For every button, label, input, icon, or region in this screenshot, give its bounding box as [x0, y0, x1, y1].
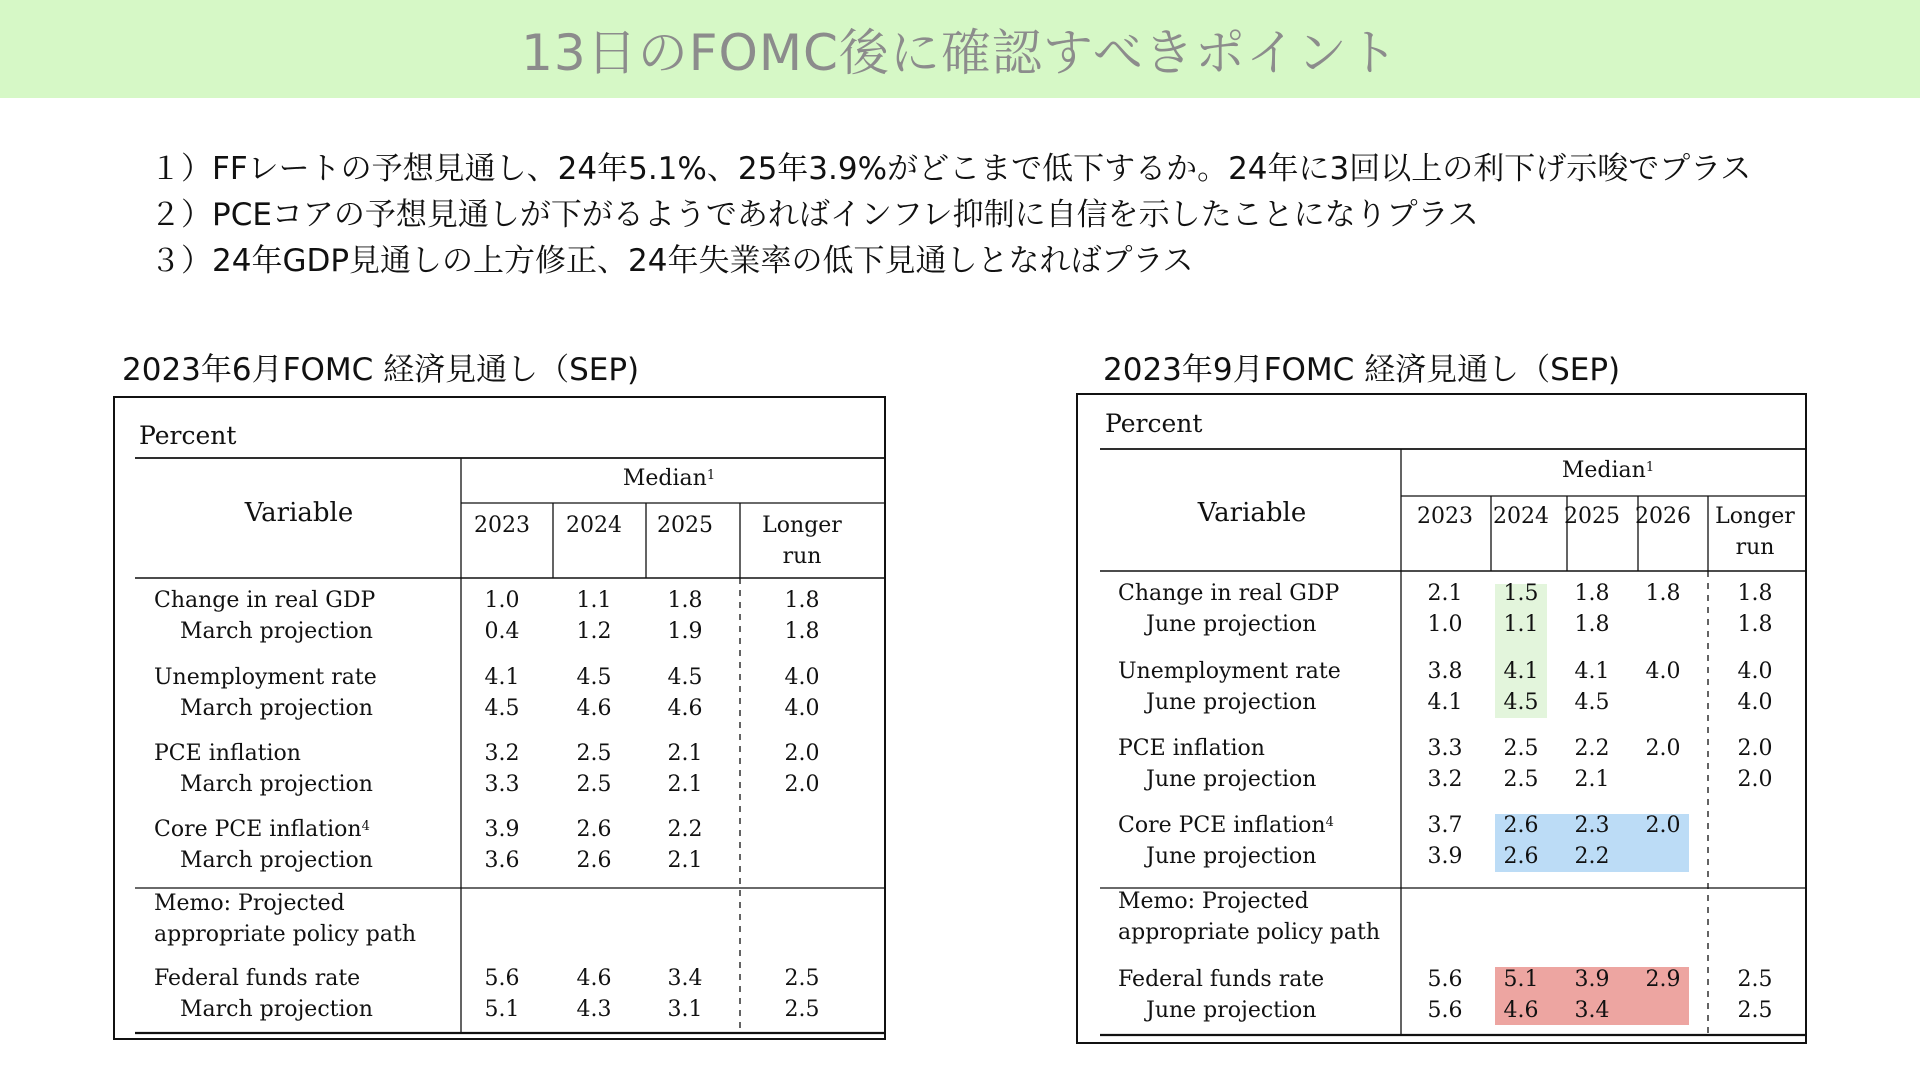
table-cell: 3.9 — [484, 817, 520, 842]
year-header: 2023 — [1417, 504, 1473, 529]
table-cell: 2.1 — [667, 772, 703, 797]
memo-label: Memo: Projected — [1118, 889, 1309, 914]
longer-run-header: Longer — [762, 513, 842, 538]
table-cell: 4.6 — [1503, 998, 1539, 1023]
table-cell: 1.1 — [576, 588, 612, 613]
table-cell: 4.1 — [1574, 659, 1610, 684]
table-cell: 3.4 — [667, 966, 703, 991]
projection-label: March projection — [180, 696, 373, 721]
table-cell: 4.0 — [1737, 659, 1773, 684]
table-cell: 5.6 — [1427, 967, 1463, 992]
median-footnote-marker: 1 — [706, 468, 716, 483]
row-label: Unemployment rate — [154, 665, 377, 690]
checkpoint-item: １）FFレートの予想見通し、24年5.1%、25年3.9%がどこまで低下するか。24年に3回以上の利下げ示唆でプラス — [150, 151, 1752, 187]
table-cell: 2.1 — [667, 848, 703, 873]
checkpoint-item: ２）PCEコアの予想見通しが下がるようであればインフレ抑制に自信を示したことになりプラス — [150, 197, 1479, 233]
projection-label: June projection — [1146, 767, 1317, 792]
table-cell: 4.0 — [1737, 690, 1773, 715]
table-cell: 1.8 — [1645, 581, 1681, 606]
projection-label: March projection — [180, 772, 373, 797]
table-cell: 2.1 — [667, 741, 703, 766]
table-cell: 2.1 — [1427, 581, 1463, 606]
row-label: Federal funds rate — [154, 966, 361, 991]
year-header: 2023 — [474, 513, 530, 538]
table-cell: 1.8 — [1574, 581, 1610, 606]
table-cell: 2.0 — [1737, 736, 1773, 761]
year-header: 2025 — [1564, 504, 1620, 529]
table-cell: 2.0 — [1737, 767, 1773, 792]
projection-label: June projection — [1146, 612, 1317, 637]
unit-label: Percent — [1105, 409, 1203, 438]
table-cell: 3.6 — [484, 848, 520, 873]
year-header: 2024 — [1493, 504, 1549, 529]
median-footnote-marker: 1 — [1645, 460, 1655, 475]
variable-header: Variable — [244, 498, 354, 528]
table-cell: 2.0 — [784, 741, 820, 766]
projection-label: June projection — [1146, 844, 1317, 869]
table-cell: 3.7 — [1427, 813, 1463, 838]
table-cell: 4.6 — [576, 966, 612, 991]
table-cell: 2.2 — [1574, 736, 1610, 761]
table-cell: 3.9 — [1574, 967, 1610, 992]
row-label: Core PCE inflation$^4$ — [154, 817, 370, 842]
table-cell: 4.5 — [1503, 690, 1539, 715]
table-cell: 4.1 — [1503, 659, 1539, 684]
row-label: Change in real GDP — [154, 588, 376, 613]
table-cell: 4.5 — [484, 696, 520, 721]
table-cell: 5.6 — [484, 966, 520, 991]
footnote-marker: 4 — [1325, 815, 1334, 830]
table-cell: 1.8 — [784, 588, 820, 613]
projection-label: March projection — [180, 619, 373, 644]
title-banner — [0, 0, 1920, 98]
footnote-marker: 4 — [361, 819, 370, 834]
table-cell: 4.6 — [667, 696, 703, 721]
table-cell: 2.5 — [1503, 736, 1539, 761]
row-label: PCE inflation — [1118, 736, 1265, 761]
table-cell: 2.0 — [1645, 736, 1681, 761]
longer-run-header: run — [782, 544, 822, 569]
table-cell: 4.5 — [1574, 690, 1610, 715]
longer-run-header: Longer — [1715, 504, 1795, 529]
table-cell: 2.3 — [1574, 813, 1610, 838]
table-cell: 1.8 — [1574, 612, 1610, 637]
year-header: 2026 — [1635, 504, 1691, 529]
sept-sep-table — [1076, 393, 1807, 1044]
table-cell: 2.2 — [1574, 844, 1610, 869]
row-label: Change in real GDP — [1118, 581, 1340, 606]
table-cell: 2.6 — [576, 848, 612, 873]
table-cell: 1.1 — [1503, 612, 1539, 637]
year-header: 2025 — [657, 513, 713, 538]
table-cell: 4.6 — [576, 696, 612, 721]
table-cell: 2.5 — [1503, 767, 1539, 792]
june-sep-table — [113, 396, 886, 1040]
memo-label: Memo: Projected — [154, 891, 345, 916]
table-cell: 1.8 — [667, 588, 703, 613]
table-cell: 5.1 — [484, 997, 520, 1022]
table-cell: 1.9 — [667, 619, 703, 644]
longer-run-header: run — [1735, 535, 1775, 560]
page-title: 13日のFOMC後に確認すべきポイント — [521, 24, 1399, 82]
table-cell: 4.1 — [1427, 690, 1463, 715]
table-cell: 1.0 — [484, 588, 520, 613]
variable-header: Variable — [1197, 498, 1307, 528]
table-cell: 1.2 — [576, 619, 612, 644]
row-label: Federal funds rate — [1118, 967, 1325, 992]
table-cell: 4.3 — [576, 997, 612, 1022]
table-cell: 1.5 — [1503, 581, 1539, 606]
table-cell: 4.5 — [576, 665, 612, 690]
table-cell: 2.6 — [1503, 813, 1539, 838]
table-cell: 2.0 — [1645, 813, 1681, 838]
projection-label: June projection — [1146, 998, 1317, 1023]
projection-label: June projection — [1146, 690, 1317, 715]
table-cell: 2.2 — [667, 817, 703, 842]
table-cell: 4.0 — [784, 696, 820, 721]
table-cell: 2.6 — [1503, 844, 1539, 869]
table-cell: 3.1 — [667, 997, 703, 1022]
row-label: Core PCE inflation$^4$ — [1118, 813, 1334, 838]
june-sep-heading: 2023年6月FOMC 経済見通し（SEP) — [122, 352, 640, 388]
table-cell: 4.0 — [1645, 659, 1681, 684]
table-cell: 2.5 — [576, 741, 612, 766]
table-cell: 2.6 — [576, 817, 612, 842]
table-cell: 1.0 — [1427, 612, 1463, 637]
projection-label: March projection — [180, 848, 373, 873]
table-cell: 1.8 — [1737, 612, 1773, 637]
median-header: Median$^1$ — [1561, 458, 1655, 483]
projection-label: March projection — [180, 997, 373, 1022]
table-cell: 2.5 — [784, 966, 820, 991]
table-cell: 1.8 — [784, 619, 820, 644]
table-cell: 3.8 — [1427, 659, 1463, 684]
unit-label: Percent — [139, 421, 237, 450]
sept-sep-heading: 2023年9月FOMC 経済見通し（SEP) — [1103, 352, 1621, 388]
table-cell: 3.2 — [1427, 767, 1463, 792]
table-cell: 2.5 — [576, 772, 612, 797]
table-cell: 2.5 — [1737, 998, 1773, 1023]
table-cell: 4.0 — [784, 665, 820, 690]
table-cell: 1.8 — [1737, 581, 1773, 606]
year-header: 2024 — [566, 513, 622, 538]
checkpoint-item: ３）24年GDP見通しの上方修正、24年失業率の低下見通しとなればプラス — [150, 243, 1194, 279]
table-cell: 3.3 — [1427, 736, 1463, 761]
table-cell: 3.9 — [1427, 844, 1463, 869]
table-cell: 0.4 — [484, 619, 520, 644]
table-cell: 2.9 — [1645, 967, 1681, 992]
table-cell: 2.5 — [784, 997, 820, 1022]
median-header: Median$^1$ — [622, 466, 716, 491]
row-label: Unemployment rate — [1118, 659, 1341, 684]
table-cell: 2.1 — [1574, 767, 1610, 792]
table-cell: 5.1 — [1503, 967, 1539, 992]
memo-label: appropriate policy path — [154, 922, 417, 947]
table-cell: 4.1 — [484, 665, 520, 690]
table-cell: 3.4 — [1574, 998, 1610, 1023]
row-label: PCE inflation — [154, 741, 301, 766]
checkpoint-list — [150, 146, 1870, 284]
table-cell: 2.5 — [1737, 967, 1773, 992]
table-cell: 2.0 — [784, 772, 820, 797]
memo-label: appropriate policy path — [1118, 920, 1381, 945]
table-cell: 3.2 — [484, 741, 520, 766]
table-cell: 3.3 — [484, 772, 520, 797]
table-cell: 4.5 — [667, 665, 703, 690]
table-cell: 5.6 — [1427, 998, 1463, 1023]
